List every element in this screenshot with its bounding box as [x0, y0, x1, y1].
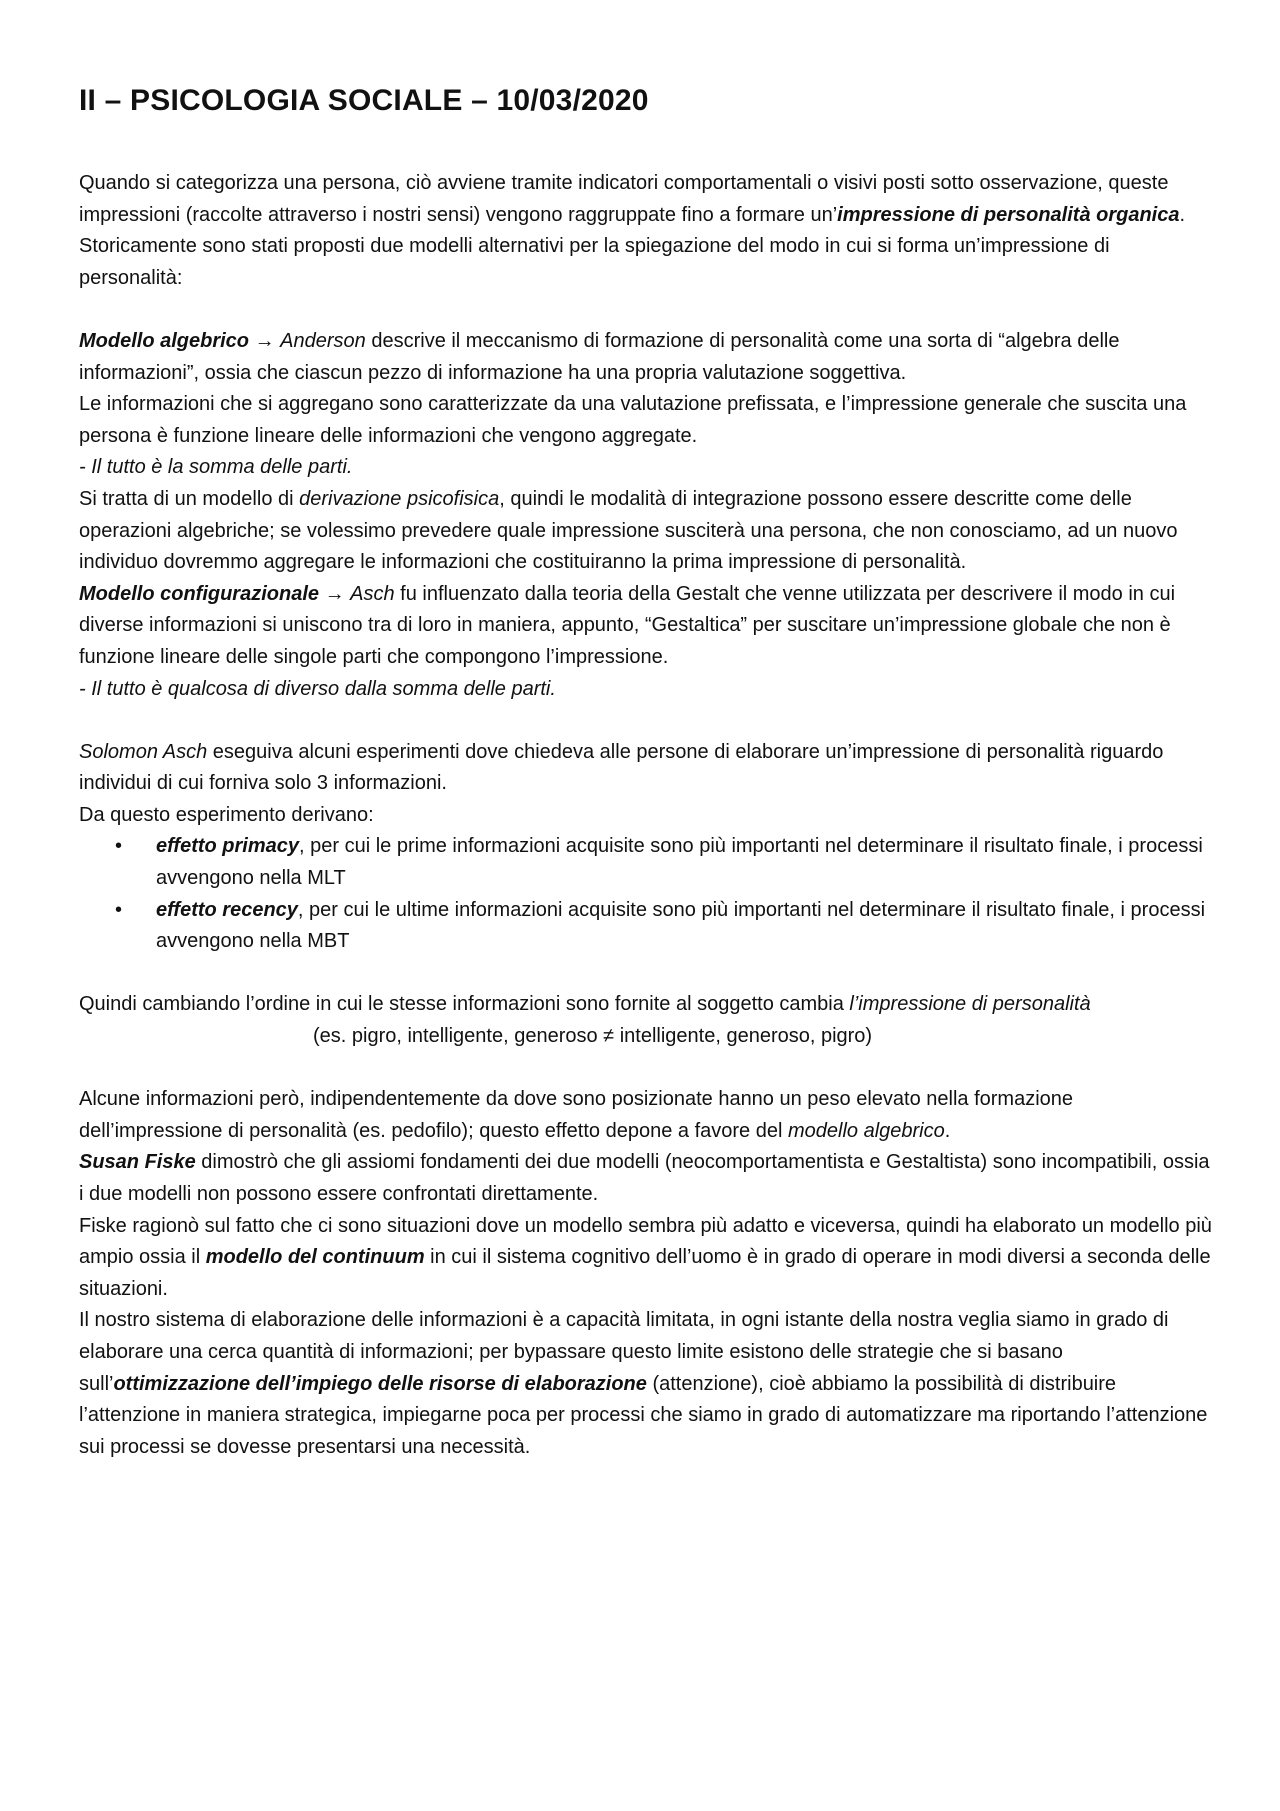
asch-text: eseguiva alcuni esperimenti dove chiedeva alle persone di elaborare un’impressione di personalità riguardo individui di cui forniva solo 3 informazioni.: [79, 740, 1164, 795]
modello-continuum: modello del continuum: [205, 1246, 425, 1269]
algebrico-paragraph: [79, 326, 1214, 389]
fiske-text-4c: (attenzione), cioè abbiamo la possibilità di distribuire l’attenzione in maniera strategica, impiegarne poca per processi che siamo in grado di automatizzare ma riportando l’attenzione sui processi se dovesse presentarsi una necessità.: [79, 1372, 1208, 1458]
fiske-text-1a: Alcune informazioni però, indipendentemente da dove sono posizionate hanno un peso elevato nella formazione dell’impressione di personalità (es. pedofilo); questo effetto depone a favore del: [79, 1088, 1074, 1142]
fiske-paragraph-4: [79, 1305, 1214, 1463]
algebrico-motto: - Il tutto è la somma delle parti.: [79, 456, 353, 479]
fiske-paragraph-1: [79, 1084, 1214, 1147]
algebrico-author: Anderson: [280, 329, 366, 352]
ordine-paragraph: [79, 989, 1214, 1021]
algebrico-label: Modello algebrico: [79, 329, 250, 352]
effect-text: , per cui le ultime informazioni acquisite sono più importanti nel determinare il risultato finale, i processi avvengono nella MBT: [156, 898, 1206, 953]
effect-term: effetto primacy: [156, 835, 300, 858]
configurazionale-author: Asch: [350, 582, 395, 605]
effects-list: [79, 831, 1214, 957]
spacer: [79, 705, 1214, 737]
document-page: [79, 84, 1214, 1463]
intro-text: Quando si categorizza una persona, ciò avviene tramite indicatori comportamentali o visivi posti sotto osservazione, queste impressioni (raccolte attraverso i nostri sensi) vengono raggruppate fino a formare un’: [79, 172, 1169, 226]
intro-paragraph-2: Storicamente sono stati proposti due modelli alternativi per la spiegazione del modo in cui si forma un’impressione di personalità:: [79, 235, 1110, 289]
algebrico-text: descrive il meccanismo di formazione di personalità come una sorta di “algebra delle informazioni”, ossia che ciascun pezzo di informazione ha una propria valutazione soggettiva.: [79, 329, 1120, 384]
algebrico-text-3c: , quindi le modalità di integrazione possono essere descritte come delle operazioni algebriche; se volessimo prevedere quale impressione susciterà una persona, che non conosciamo, ad un nuovo individuo dovremmo aggregare le informazioni che costituiranno la prima impressione di personalità.: [79, 487, 1178, 574]
fiske-text-4a: Il nostro sistema di elaborazione delle informazioni è a capacità limitata, in ogni istante della nostra veglia siamo in grado di elaborare una cerca quantità di informazioni; per bypassare questo limite esistono delle strategie che si basano sull’: [79, 1309, 1169, 1395]
derivazione-psicofisica: derivazione psicofisica: [299, 487, 500, 510]
configurazionale-label: Modello configurazionale: [79, 582, 320, 605]
arrow: →: [319, 582, 351, 605]
page-title: II – PSICOLOGIA SOCIALE – 10/03/2020: [79, 84, 649, 117]
fiske-text-2: dimostrò che gli assiomi fondamenti dei due modelli (neocomportamentista e Gestaltista) sono incompatibili, ossia i due modelli non possono essere confrontati direttamente.: [79, 1151, 1210, 1205]
fiske-name: Susan Fiske: [79, 1151, 196, 1174]
ottimizzazione-emphasis: ottimizzazione dell’impiego delle risorse di elaborazione: [113, 1372, 647, 1395]
configurazionale-motto: - Il tutto è qualcosa di diverso dalla somma delle parti.: [79, 677, 556, 700]
ordine-emphasis: l’impressione di personalità: [849, 993, 1091, 1016]
modello-algebrico-ref: modello algebrico: [787, 1119, 945, 1142]
asch-name: Solomon Asch: [79, 740, 208, 763]
intro-period: .: [1179, 203, 1186, 226]
spacer: [79, 1053, 1214, 1085]
intro-paragraph: [79, 168, 1214, 231]
asch-paragraph-2: Da questo esperimento derivano:: [79, 803, 374, 826]
fiske-text-1c: .: [944, 1119, 951, 1142]
spacer: [79, 958, 1214, 990]
fiske-text-3c: in cui il sistema cognitivo dell’uomo è in grado di operare in modi diversi a seconda delle situazioni.: [79, 1246, 1211, 1300]
fiske-text-3a: Fiske ragionò sul fatto che ci sono situazioni dove un modello sembra più adatto e viceversa, quindi ha elaborato un modello più ampio ossia il: [79, 1214, 1212, 1269]
algebrico-paragraph-2: Le informazioni che si aggregano sono caratterizzate da una valutazione prefissata, e l’impressione generale che suscita una persona è funzione lineare delle informazioni che vengono aggregate.: [79, 393, 1187, 447]
intro-emphasis: impressione di personalità organica: [837, 203, 1180, 226]
effect-text: , per cui le prime informazioni acquisite sono più importanti nel determinare il risultato finale, i processi avvengono nella MLT: [156, 835, 1203, 890]
list-item: [79, 831, 1214, 894]
bullet-icon: •: [115, 898, 123, 921]
configurazionale-text: fu influenzato dalla teoria della Gestalt che venne utilizzata per descrivere il modo in cui diverse informazioni si uniscono tra di loro in maniera, appunto, “Gestaltica” per suscitare un’impressione globale che non è funzione lineare delle singole parti che compongono l’impressione.: [79, 582, 1176, 668]
spacer: [79, 294, 1214, 326]
bullet-icon: •: [115, 835, 123, 858]
effect-term: effetto recency: [156, 898, 298, 921]
arrow: →: [249, 329, 281, 352]
ordine-example: (es. pigro, intelligente, generoso ≠ intelligente, generoso, pigro): [313, 1025, 873, 1048]
asch-paragraph: [79, 737, 1214, 800]
algebrico-text-3a: Si tratta di un modello di: [79, 487, 300, 510]
fiske-paragraph-3: [79, 1211, 1214, 1306]
fiske-paragraph-2: [79, 1147, 1214, 1210]
algebrico-paragraph-3: [79, 484, 1214, 579]
ordine-text: Quindi cambiando l’ordine in cui le stesse informazioni sono fornite al soggetto cambia: [79, 993, 850, 1016]
list-item: [79, 895, 1214, 958]
configurazionale-paragraph: [79, 579, 1214, 674]
